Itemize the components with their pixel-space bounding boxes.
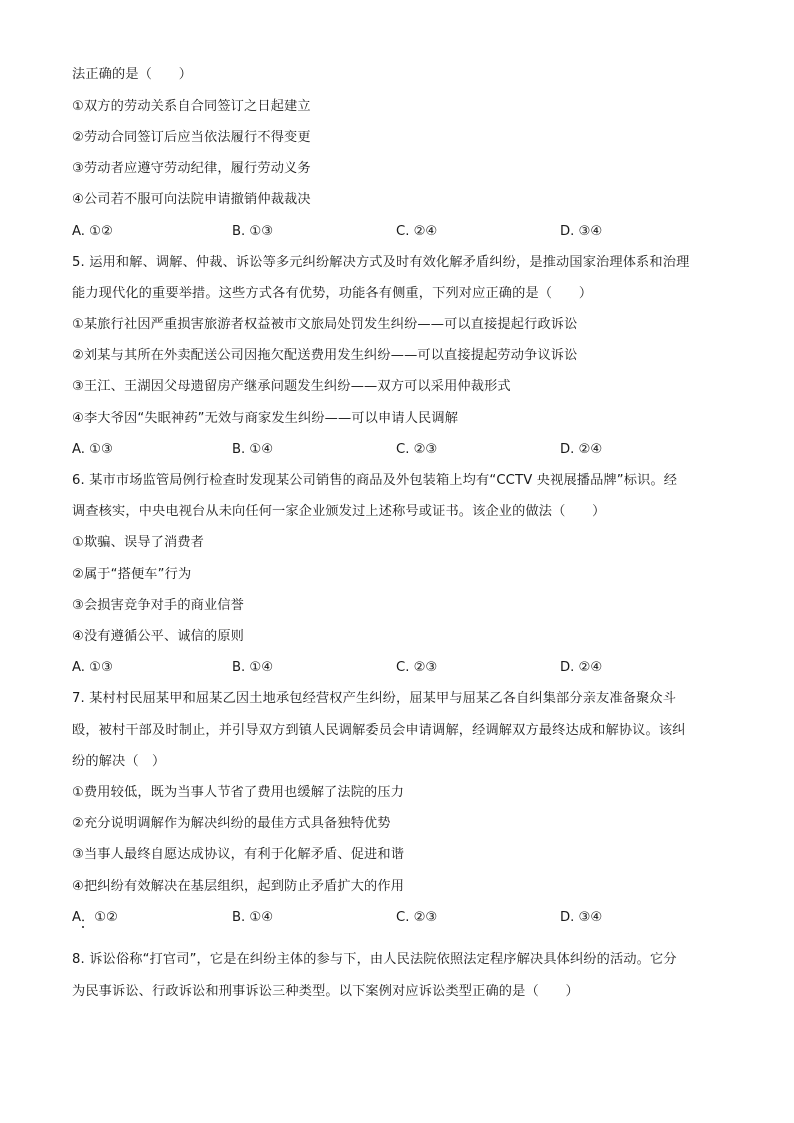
q4-statement-3: ③劳动者应遵守劳动纪律，履行劳动义务: [72, 161, 311, 176]
q4-option-d: D. ③④: [560, 224, 603, 239]
q6-options: [72, 658, 732, 678]
q4-option-b: B. ①③: [232, 224, 274, 239]
q4-stem-tail: 法正确的是（ ）: [72, 67, 193, 82]
q4-option-a: A. ①②: [72, 224, 113, 239]
q6-option-c: C. ②③: [396, 660, 438, 675]
q4-options: [72, 222, 732, 242]
q6-statement-3: ③会损害竞争对手的商业信誉: [72, 598, 245, 613]
q8-stem-line-2: 为民事诉讼、行政诉讼和刑事诉讼三种类型。以下案例对应诉讼类型正确的是（ ）: [72, 984, 579, 999]
q5-option-c: C. ②③: [396, 442, 438, 457]
q6-statement-4: ④没有遵循公平、诚信的原则: [72, 629, 245, 644]
q7-options: [72, 908, 732, 928]
q7-option-d: D. ③④: [560, 910, 603, 925]
q6-option-a: A. ①③: [72, 660, 113, 675]
q4-option-c: C. ②④: [396, 224, 438, 239]
q7-statement-3: ③当事人最终自愿达成协议，有利于化解矛盾、促进和谐: [72, 847, 405, 862]
q5-option-b: B. ①④: [232, 442, 274, 457]
q7-statement-2: ②充分说明调解作为解决纠纷的最佳方式具备独特优势: [72, 816, 391, 831]
q5-stem-line-2: 能力现代化的重要举措。这些方式各有优势，功能各有侧重，下列对应正确的是（ ）: [72, 286, 593, 301]
q7-stem-line-1: 7. 某村村民屈某甲和屈某乙因土地承包经营权产生纠纷，屈某甲与屈某乙各自纠集部分亲友准备聚众斗: [72, 691, 677, 706]
q5-statement-2: ②刘某与其所在外卖配送公司因拖欠配送费用发生纠纷——可以直接提起劳动争议诉讼: [72, 348, 578, 363]
q7-option-c: C. ②③: [396, 910, 438, 925]
q6-statement-1: ①欺骗、误导了消费者: [72, 535, 205, 550]
q4-statement-4: ④公司若不服可向法院申请撤销仲裁裁决: [72, 192, 311, 207]
q7-stem-line-3: 纷的解决（ ）: [72, 754, 166, 769]
stray-mark: [82, 926, 84, 928]
q5-option-d: D. ②④: [560, 442, 603, 457]
q5-stem-line-1: 5. 运用和解、调解、仲裁、诉讼等多元纠纷解决方式及时有效化解矛盾纠纷，是推动国家治理体系和治理: [72, 255, 690, 270]
q6-stem-line-1: 6. 某市市场监管局例行检查时发现某公司销售的商品及外包装箱上均有“CCTV 央视展播品牌”标识。经: [72, 473, 678, 488]
q4-statement-1: ①双方的劳动关系自合同签订之日起建立: [72, 99, 311, 114]
q4-statement-2: ②劳动合同签订后应当依法履行不得变更: [72, 130, 311, 145]
q7-option-a: A．①②: [72, 910, 118, 925]
q7-statement-4: ④把纠纷有效解决在基层组织，起到防止矛盾扩大的作用: [72, 879, 405, 894]
q5-option-a: A. ①③: [72, 442, 113, 457]
q5-statement-4: ④李大爷因“失眠神药”无效与商家发生纠纷——可以申请人民调解: [72, 411, 459, 426]
q7-option-b: B. ①④: [232, 910, 274, 925]
q7-stem-line-2: 殴，被村干部及时制止，并引导双方到镇人民调解委员会申请调解，经调解双方最终达成和解协议。该纠: [72, 723, 686, 738]
q5-statement-1: ①某旅行社因严重损害旅游者权益被市文旅局处罚发生纠纷——可以直接提起行政诉讼: [72, 317, 578, 332]
q6-option-b: B. ①④: [232, 660, 274, 675]
q7-statement-1: ①费用较低，既为当事人节省了费用也缓解了法院的压力: [72, 785, 405, 800]
q5-options: [72, 440, 732, 460]
q6-statement-2: ②属于“搭便车”行为: [72, 567, 192, 582]
q5-statement-3: ③王江、王湖因父母遗留房产继承问题发生纠纷——双方可以采用仲裁形式: [72, 379, 511, 394]
q6-stem-line-2: 调查核实，中央电视台从未向任何一家企业颁发过上述称号或证书。该企业的做法（ ）: [72, 504, 606, 519]
q6-option-d: D. ②④: [560, 660, 603, 675]
q8-stem-line-1: 8. 诉讼俗称“打官司”，它是在纠纷主体的参与下，由人民法院依照法定程序解决具体纠纷的活动。它分: [72, 952, 677, 967]
